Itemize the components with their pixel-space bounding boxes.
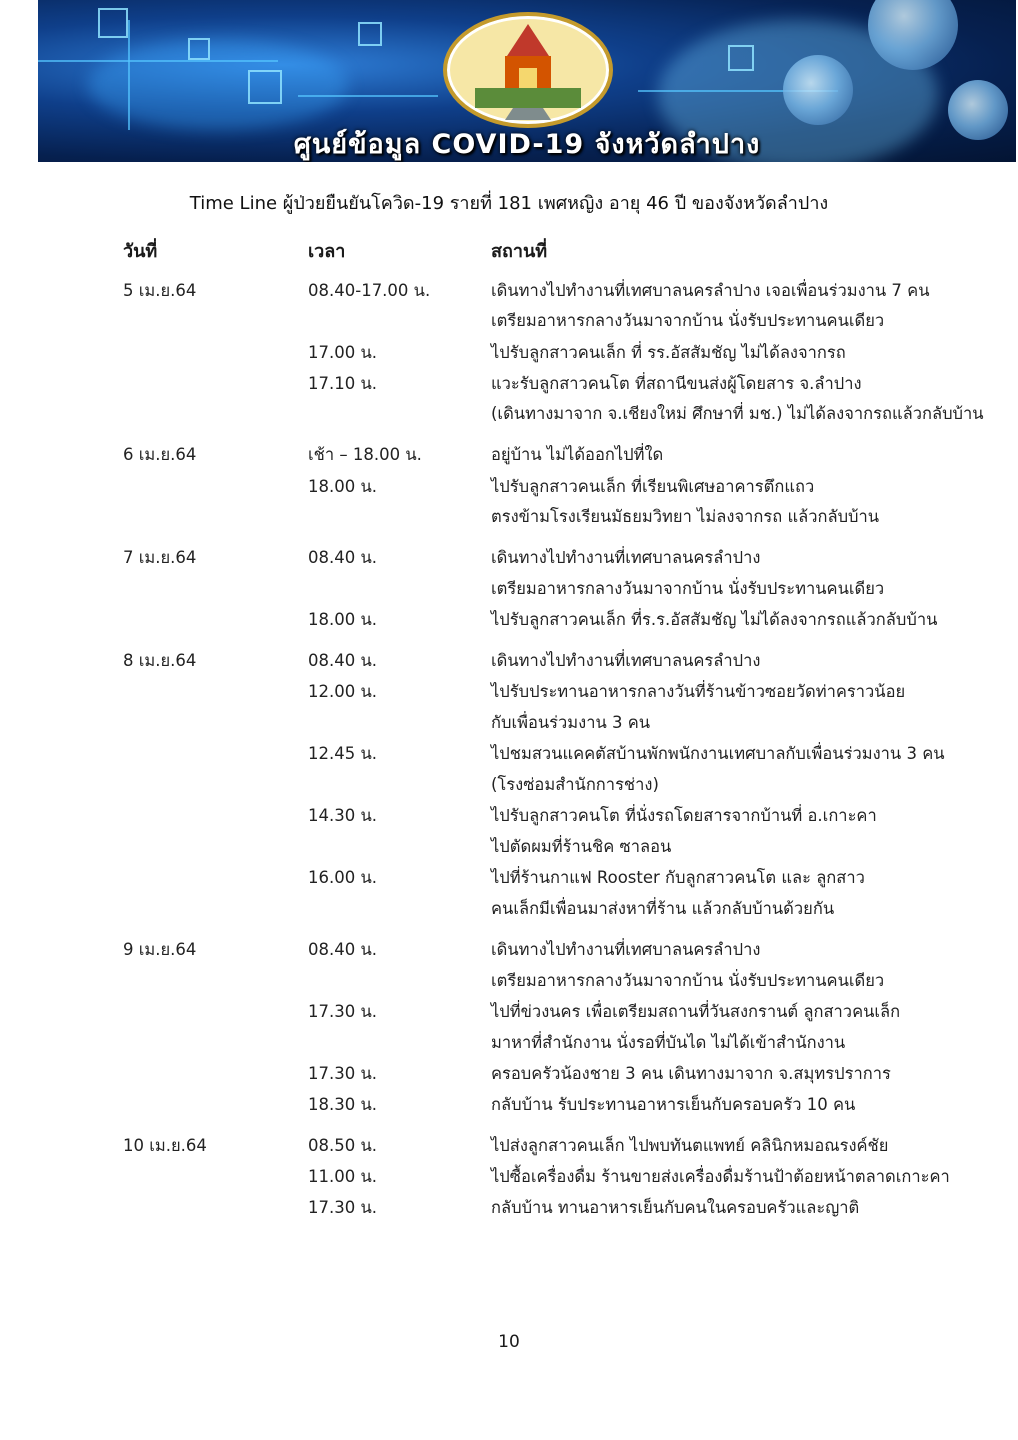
circuit-line: [128, 20, 130, 130]
row-date: 9 เม.ย.64: [123, 940, 197, 959]
row-time: 17.30 น.: [308, 1064, 378, 1083]
header-date: วันที่: [123, 241, 158, 262]
row-place: กลับบ้าน ทานอาหารเย็นกับคนในครอบครัวและญาติ: [491, 1198, 860, 1217]
row-place: ครอบครัวน้องชาย 3 คน เดินทางมาจาก จ.สมุทรปราการ: [491, 1064, 891, 1083]
row-time: 16.00 น.: [308, 868, 378, 887]
header-place: สถานที่: [491, 241, 548, 262]
row-place: ไปรับลูกสาวคนเล็ก ที่เรียนพิเศษอาคารตึกแถว: [491, 477, 815, 496]
row-place: อยู่บ้าน ไม่ได้ออกไปที่ใด: [491, 445, 664, 464]
row-date: 6 เม.ย.64: [123, 445, 197, 464]
row-place: ไปที่ข่วงนคร เพื่อเตรียมสถานที่วันสงกรานต์ ลูกสาวคนเล็ก: [491, 1002, 901, 1021]
row-time: 17.30 น.: [308, 1198, 378, 1217]
document-title: Time Line ผู้ป่วยยืนยันโควิด-19 รายที่ 181 เพศหญิง อายุ 46 ปี ของจังหวัดลำปาง: [189, 193, 829, 214]
header-time: เวลา: [308, 241, 346, 262]
row-place: เตรียมอาหารกลางวันมาจากบ้าน นั่งรับประทานคนเดียว: [491, 971, 885, 990]
row-time: 12.45 น.: [308, 744, 378, 763]
row-date: 5 เม.ย.64: [123, 281, 197, 300]
row-place: ไปรับลูกสาวคนเล็ก ที่ร.ร.อัสสัมชัญ ไม่ได้ลงจากรถแล้วกลับบ้าน: [491, 610, 938, 629]
row-place: เตรียมอาหารกลางวันมาจากบ้าน นั่งรับประทานคนเดียว: [491, 579, 885, 598]
banner-glow: [88, 40, 348, 130]
row-place: กลับบ้าน รับประทานอาหารเย็นกับครอบครัว 10 คน: [491, 1095, 856, 1114]
row-date: 10 เม.ย.64: [123, 1136, 207, 1155]
row-time: 08.40 น.: [308, 548, 378, 567]
circuit-line: [38, 60, 278, 62]
row-place: ไปตัดผมที่ร้านชิค ซาลอน: [491, 837, 672, 856]
row-time: 17.10 น.: [308, 374, 378, 393]
row-time: 08.40-17.00 น.: [308, 281, 431, 300]
row-place: ไปส่งลูกสาวคนเล็ก ไปพบทันตแพทย์ คลินิกหมอณรงค์ชัย: [491, 1136, 889, 1155]
row-place: ไปที่ร้านกาแฟ Rooster กับลูกสาวคนโต และ ลูกสาว: [491, 868, 865, 887]
province-seal-logo: [443, 12, 613, 128]
row-place: เดินทางไปทำงานที่เทศบาลนครลำปาง: [491, 548, 761, 567]
row-place: เดินทางไปทำงานที่เทศบาลนครลำปาง: [491, 651, 761, 670]
row-place: เตรียมอาหารกลางวันมาจากบ้าน นั่งรับประทานคนเดียว: [491, 311, 885, 330]
row-place: (เดินทางมาจาก จ.เชียงใหม่ ศึกษาที่ มช.) ไม่ได้ลงจากรถแล้วกลับบ้าน: [491, 404, 984, 423]
circuit-square: [358, 22, 382, 46]
row-place: ไปชมสวนแคคตัสบ้านพักพนักงานเทศบาลกับเพื่อนร่วมงาน 3 คน: [491, 744, 945, 763]
banner-title: ศูนย์ข้อมูล COVID-19 จังหวัดลำปาง: [293, 129, 761, 160]
row-time: 08.50 น.: [308, 1136, 378, 1155]
row-place: (โรงซ่อมสำนักการช่าง): [491, 775, 659, 794]
row-time: 18.30 น.: [308, 1095, 378, 1114]
circuit-square: [98, 8, 128, 38]
row-place: มาหาที่สำนักงาน นั่งรอที่บันได ไม่ได้เข้าสำนักงาน: [491, 1033, 846, 1052]
row-time: 17.00 น.: [308, 343, 378, 362]
circuit-square: [728, 45, 754, 71]
row-place: คนเล็กมีเพื่อนมาส่งหาที่ร้าน แล้วกลับบ้านด้วยกัน: [491, 899, 835, 918]
row-time: 18.00 น.: [308, 610, 378, 629]
row-place: ไปรับลูกสาวคนโต ที่นั่งรถโดยสารจากบ้านที่ อ.เกาะคา: [491, 806, 877, 825]
row-time: เช้า – 18.00 น.: [308, 445, 422, 464]
header-banner: [38, 0, 1016, 162]
row-place: เดินทางไปทำงานที่เทศบาลนครลำปาง: [491, 940, 761, 959]
row-time: 11.00 น.: [308, 1167, 378, 1186]
circuit-line: [298, 95, 438, 97]
row-place: แวะรับลูกสาวคนโต ที่สถานีขนส่งผู้โดยสาร จ.ลำปาง: [491, 374, 862, 393]
circuit-square: [188, 38, 210, 60]
row-place: เดินทางไปทำงานที่เทศบาลนครลำปาง เจอเพื่อนร่วมงาน 7 คน: [491, 281, 930, 300]
row-place: ไปรับลูกสาวคนเล็ก ที่ รร.อัสสัมชัญ ไม่ได้ลงจากรถ: [491, 343, 846, 362]
row-date: 7 เม.ย.64: [123, 548, 197, 567]
row-time: 18.00 น.: [308, 477, 378, 496]
row-time: 08.40 น.: [308, 940, 378, 959]
row-time: 14.30 น.: [308, 806, 378, 825]
row-place: ตรงข้ามโรงเรียนมัธยมวิทยา ไม่ลงจากรถ แล้วกลับบ้าน: [491, 507, 880, 526]
row-place: ไปซื้อเครื่องดื่ม ร้านขายส่งเครื่องดื่มร้านป้าต้อยหน้าตลาดเกาะคา: [491, 1167, 950, 1186]
row-place: กับเพื่อนร่วมงาน 3 คน: [491, 713, 651, 732]
virus-graphic: [783, 55, 853, 125]
row-time: 12.00 น.: [308, 682, 378, 701]
circuit-square: [248, 70, 282, 104]
row-time: 08.40 น.: [308, 651, 378, 670]
row-date: 8 เม.ย.64: [123, 651, 197, 670]
page-number: 10: [498, 1332, 520, 1352]
row-place: ไปรับประทานอาหารกลางวันที่ร้านข้าวซอยวัดท่าคราวน้อย: [491, 682, 906, 701]
row-time: 17.30 น.: [308, 1002, 378, 1021]
